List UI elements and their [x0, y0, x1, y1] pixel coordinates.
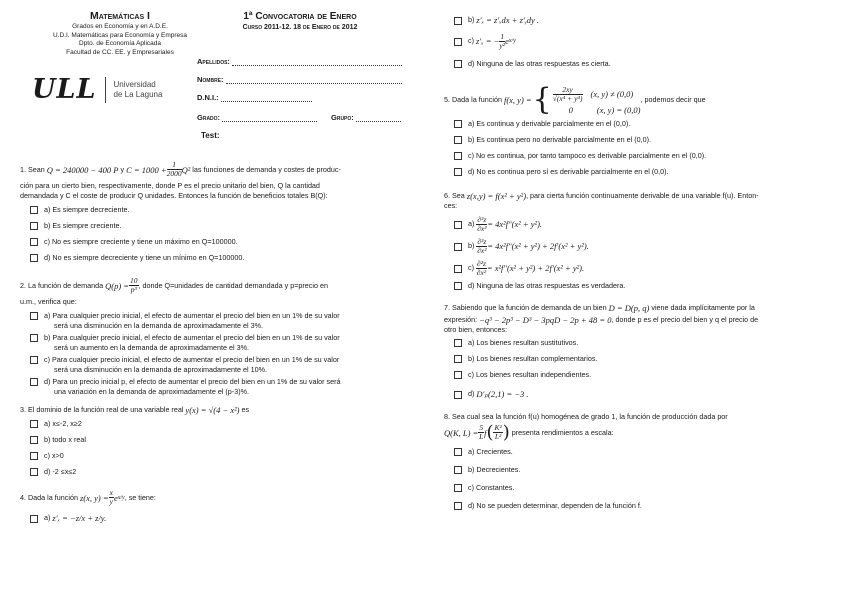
- name-field[interactable]: [197, 66, 402, 84]
- degree-field[interactable]: [197, 113, 317, 122]
- q7-formula: −q³ − 2p³ − D³ − 3pqD − 2p + 48 = 0: [479, 315, 612, 325]
- q6-text-c: ces:: [444, 201, 458, 210]
- q7-option-b[interactable]: b) Los bienes resultan complementarios.: [454, 354, 836, 370]
- checkbox[interactable]: [454, 282, 462, 290]
- q2-option-a[interactable]: a) Para cualquier precio inicial, el efecto de aumentar el precio del bien en un 1% de su valor será una disminución en la demanda de aproximadamente el 3%.: [30, 311, 412, 333]
- checkbox[interactable]: [454, 484, 462, 492]
- q7-text-b: viene dada implícitamente por la: [651, 303, 755, 312]
- ull-logo-mark: ULL: [32, 74, 97, 105]
- q5-tail: , podemos decir que: [640, 95, 706, 104]
- checkbox[interactable]: [454, 120, 462, 128]
- q4-option-b[interactable]: b) z′ₓ = z′ₓdx + z′ᵧdy .: [454, 11, 836, 29]
- question-5: [444, 82, 836, 183]
- q1-intro: 1. Sean: [20, 164, 45, 174]
- surnames-label: Apellidos:: [197, 57, 230, 66]
- question-8: 8. Sea cual sea la función f(u) homogénea de grado 1, la función de producción dada por Q(K, L) = $\frac{5}{L}$ f ( $\frac{\text{K²}}{\text{L²}}$ ) presenta rendimientos a escala: a) Crecientes. b) Decrecientes. c) Constantes. d) No se pueden determinar, dependen de la función f.: [444, 412, 836, 519]
- name-label: Nombre:: [197, 75, 224, 84]
- student-fields: [197, 48, 402, 122]
- checkbox[interactable]: [454, 391, 462, 399]
- checkbox[interactable]: [454, 60, 462, 68]
- checkbox[interactable]: [454, 339, 462, 347]
- logo-divider: [105, 77, 106, 103]
- q8-formula: Q(K, L) =: [444, 427, 479, 438]
- checkbox[interactable]: [30, 334, 38, 342]
- question-1: [20, 161, 412, 269]
- q4-option-c[interactable]: c) z′ₓ = − $\frac{1}{\text{y²}}$ e x/y: [454, 29, 836, 53]
- q1-cost-tail: Q²: [181, 164, 191, 175]
- q5-option-c[interactable]: c) No es continua, por tanto tampoco es derivable parcialmente en el (0,0).: [454, 151, 836, 167]
- q2-option-d[interactable]: d) Para un precio inicial p, el efecto de aumentar el precio del bien en un 1% de su valor será una variación en la demanda de aproximadamente el (p-3)%.: [30, 377, 412, 399]
- q3-tail: es: [241, 405, 250, 414]
- q4-tail: , se tiene:: [124, 492, 156, 502]
- q7-option-d[interactable]: d) D′ₚ(2,1) = −3 .: [454, 386, 836, 402]
- q7-formula-d: D = D(p, q): [608, 303, 650, 313]
- checkbox[interactable]: [30, 420, 38, 428]
- university-logo: [32, 74, 162, 105]
- q2-text-a: , donde Q=unidades de cantidad demandada y p=precio en: [138, 280, 328, 290]
- question-6: [444, 191, 836, 297]
- q3-option-b[interactable]: b) todo x real: [30, 435, 412, 451]
- question-4-continued: [454, 11, 836, 77]
- checkbox[interactable]: [30, 254, 38, 262]
- test-label: Test:: [201, 131, 220, 140]
- checkbox[interactable]: [30, 222, 38, 230]
- checkbox[interactable]: [454, 371, 462, 379]
- checkbox[interactable]: [454, 168, 462, 176]
- checkbox[interactable]: [30, 356, 38, 364]
- q6-text-b: , para cierta función continuamente derivable de una variable f(u). Enton-: [526, 191, 759, 200]
- checkbox[interactable]: [454, 502, 462, 510]
- checkbox[interactable]: [30, 206, 38, 214]
- left-column: [20, 161, 412, 526]
- q2-option-b[interactable]: b) Para cualquier precio inicial, el efecto de aumentar el precio del bien en un 1% de su valor será un aumento en la demanda de aproximadamente el 3%.: [30, 333, 412, 355]
- q1-fraction: $\frac{1}{2000}$: [166, 160, 182, 178]
- q5-option-d[interactable]: d) No es continua pero sí es derivable parcialmente en el (0,0).: [454, 167, 836, 183]
- checkbox[interactable]: [454, 38, 462, 46]
- q6-option-c[interactable]: c) $\frac{\text{∂²z}}{\text{∂x²}}$ = x²f″(x² + y²) + 2f′(x² + y²).: [454, 257, 836, 279]
- q4-formula: z(x, y) =: [79, 492, 109, 503]
- dept-line: Dpto. de Economía Aplicada: [78, 40, 162, 47]
- checkbox[interactable]: [454, 136, 462, 144]
- q5-option-b[interactable]: b) Es continua pero no derivable parcialmente en el (0,0).: [454, 135, 836, 151]
- exam-course: Curso 2011-12. 18 de Enero de 2012: [242, 24, 358, 31]
- checkbox[interactable]: [30, 452, 38, 460]
- group-field[interactable]: [331, 113, 401, 122]
- group-label: Grupo:: [331, 113, 354, 122]
- q8-text-b: presenta rendimientos a escala:: [511, 427, 614, 437]
- q8-text-a: 8. Sea cual sea la función f(u) homogénea de grado 1, la función de producción dada por: [444, 412, 728, 421]
- q2-fraction: $\frac{10}{\text{p³}}$: [130, 276, 138, 294]
- q5-brace: {: [532, 82, 552, 117]
- q2-option-c[interactable]: c) Para cualquier precio inicial, el efecto de aumentar el precio del bien en un 1% de su valor será una disminución en la demanda de aproximadamente el 10%.: [30, 355, 412, 377]
- q5-piecewise: $\frac{2xy}{\text{√(x⁴ + y⁴)}}$ (x, y) ≠ (0,0) 0 (x, y) = (0,0): [552, 84, 641, 115]
- q1-text-b: ción para un cierto bien, respectivamente, donde P es el precio unitario del bien, Q la cantidad: [20, 181, 320, 190]
- dni-label: D.N.I.:: [197, 93, 219, 102]
- checkbox[interactable]: [30, 436, 38, 444]
- q7-option-a[interactable]: a) Los bienes resultan sustitutivos.: [454, 338, 836, 354]
- q6-option-a[interactable]: a) $\frac{\text{∂²z}}{\text{∂x²}}$ = 4x²f″(x² + y²).: [454, 213, 836, 235]
- question-7: [444, 303, 836, 402]
- university-line1: Universidad: [113, 79, 156, 89]
- question-3: [20, 405, 412, 483]
- q7-text-a: 7. Sabiendo que la función de demanda de un bien: [444, 303, 607, 312]
- q1-option-c[interactable]: c) No es siempre creciente y tiene un máximo en Q=100000.: [30, 237, 412, 253]
- q1-text-a: las funciones de demanda y costes de produc-: [192, 164, 341, 174]
- q1-demand-formula: Q = 240000 − 400 P: [46, 164, 119, 175]
- checkbox[interactable]: [454, 466, 462, 474]
- q8-option-d[interactable]: d) No se pueden determinar, dependen de la función f.: [454, 501, 836, 519]
- q5-option-a[interactable]: a) Es continua y derivable parcialmente en el (0,0).: [454, 119, 836, 135]
- q5-fx: f(x, y) =: [503, 95, 532, 105]
- checkbox[interactable]: [454, 355, 462, 363]
- exam-title: 1ª Convocatoria de Enero: [243, 11, 357, 22]
- q8-option-a[interactable]: a) Crecientes.: [454, 447, 836, 465]
- dni-field[interactable]: [197, 84, 312, 102]
- q1-cost-formula: C = 1000 +: [126, 164, 167, 175]
- checkbox[interactable]: [454, 17, 462, 25]
- degree-label: Grado:: [197, 113, 221, 122]
- q2-formula: Q(p) =: [105, 280, 130, 291]
- q3-option-d[interactable]: d) -2 ≤x≤2: [30, 467, 412, 483]
- q1-option-b[interactable]: b) Es siempre creciente.: [30, 221, 412, 237]
- q3-option-a[interactable]: a) x≤-2, x≥2: [30, 419, 412, 435]
- q3-option-c[interactable]: c) x>0: [30, 451, 412, 467]
- q6-formula: z(x,y) = f(x² + y²): [466, 191, 527, 201]
- q7-text-c: expresión:: [444, 315, 478, 324]
- checkbox[interactable]: [454, 265, 462, 273]
- q4-option-a[interactable]: a) z′ₓ = −z/x + z/y.: [30, 510, 412, 526]
- checkbox[interactable]: [30, 468, 38, 476]
- exam-header: [200, 10, 400, 32]
- q7-text-e: otro bien, entonces:: [444, 325, 508, 334]
- subject-title: Matemáticas I: [90, 10, 150, 22]
- checkbox[interactable]: [454, 448, 462, 456]
- q1-text-c: demandada y C el coste de producir Q unidades. Entonces la función de beneficios totales B(Q):: [20, 191, 328, 200]
- header-left: [40, 10, 200, 57]
- q4-fraction: $\frac{x}{y}$: [109, 488, 113, 506]
- q7-option-c[interactable]: c) Los bienes resultan independientes.: [454, 370, 836, 386]
- degree-line: Grados en Economía y en A.D.E.: [72, 23, 168, 30]
- checkbox[interactable]: [30, 312, 38, 320]
- q7-text-d: , donde p es el precio del bien y q el precio de: [611, 315, 759, 324]
- q3-text: 3. El dominio de la función real de una variable real: [20, 405, 184, 414]
- checkbox[interactable]: [454, 243, 462, 251]
- q1-option-d[interactable]: d) No es siempre decreciente y tiene un mínimo en Q=100000.: [30, 253, 412, 269]
- q4-text: 4. Dada la función: [20, 492, 78, 502]
- checkbox[interactable]: [454, 221, 462, 229]
- q8-option-c[interactable]: c) Constantes.: [454, 483, 836, 501]
- faculty-line: Facultad de CC. EE. y Empresariales: [66, 48, 174, 56]
- q8-option-b[interactable]: b) Decrecientes.: [454, 465, 836, 483]
- checkbox[interactable]: [30, 515, 38, 523]
- checkbox[interactable]: [30, 378, 38, 386]
- q6-text-a: 6. Sea: [444, 191, 465, 200]
- university-line2: de La Laguna: [113, 89, 163, 99]
- q4-option-d[interactable]: d) Ninguna de las otras respuestas es cierta.: [454, 59, 836, 77]
- q3-formula: y(x) = √(4 − x²): [185, 405, 240, 415]
- q6-option-b[interactable]: b) $\frac{\text{∂²z}}{\text{∂x²}}$ = 4x²f″(x² + y²) + 2f′(x² + y²).: [454, 235, 836, 257]
- question-4: 4. Dada la función z(x, y) = $\frac{x}{y}$ e x/y , se tiene: a) z′ₓ = −z/x + z/y.: [20, 489, 412, 526]
- q1-and: y: [120, 164, 125, 174]
- checkbox[interactable]: [454, 152, 462, 160]
- checkbox[interactable]: [30, 238, 38, 246]
- question-2: [20, 277, 412, 399]
- surnames-field[interactable]: [197, 48, 402, 66]
- udi-line: U.D.I. Matemáticas para Economía y Empresa: [52, 31, 188, 39]
- university-name: [114, 80, 163, 100]
- q5-text: 5. Dada la función: [444, 95, 502, 104]
- right-column: [444, 11, 836, 519]
- q6-option-d[interactable]: d) Ninguna de las otras respuestas es verdadera.: [454, 281, 836, 297]
- q2-intro: 2. La función de demanda: [20, 280, 104, 290]
- q2-text-b: u.m., verifica que:: [20, 297, 77, 306]
- q1-option-a[interactable]: a) Es siempre decreciente.: [30, 205, 412, 221]
